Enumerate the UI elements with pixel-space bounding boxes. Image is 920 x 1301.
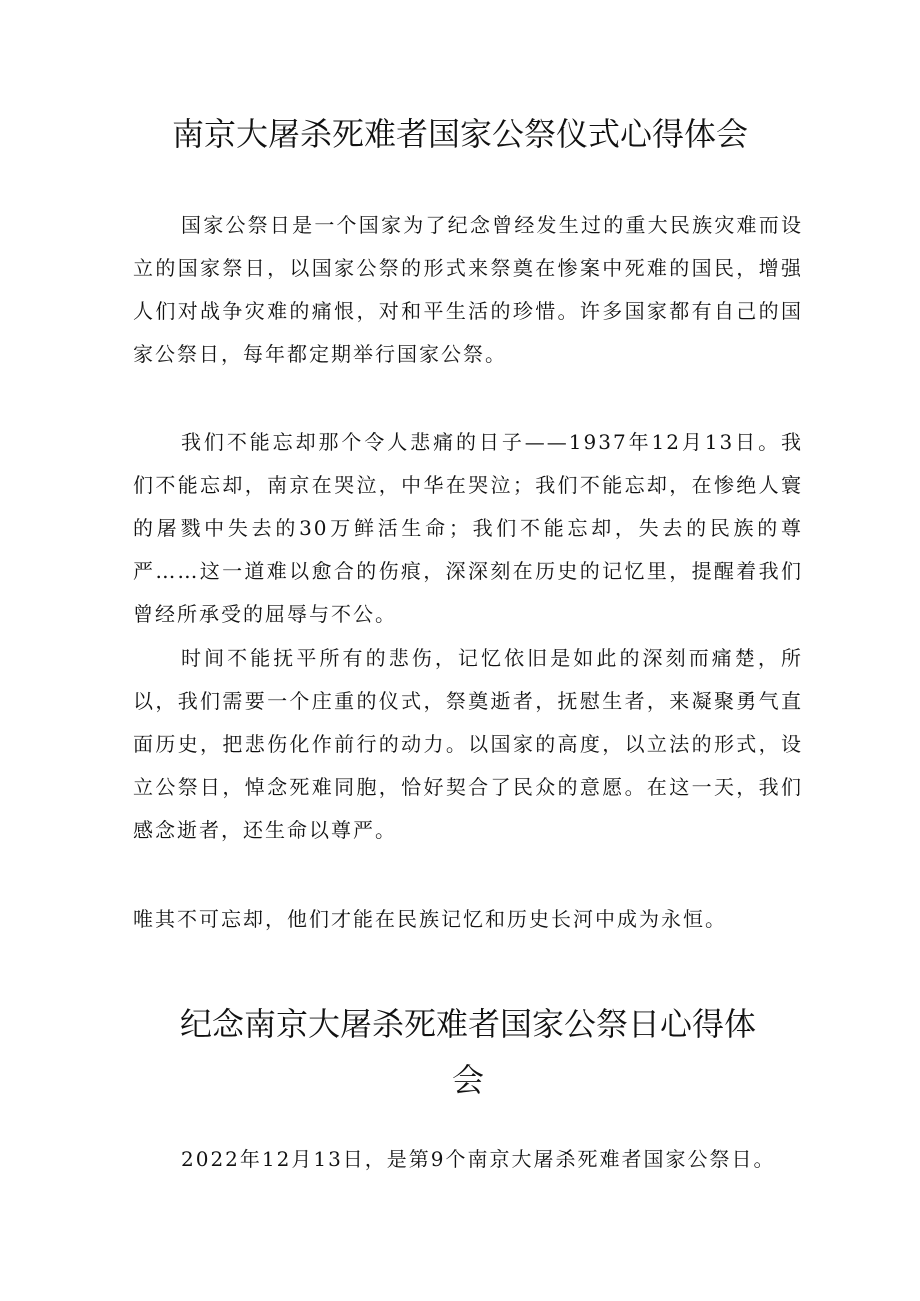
document-title: 南京大屠杀死难者国家公祭仪式心得体会 — [171, 115, 748, 153]
paragraph-eternal-memory: 唯其不可忘却，他们才能在民族记忆和历史长河中成为永恒。 — [133, 907, 727, 931]
paragraph-cannot-forget: 我们不能忘却那个令人悲痛的日子——1937年12月13日。我们不能忘却，南京在哭泣，中华在哭泣；我们不能忘却，在惨绝人寰的屠戮中失去的30万鲜活生命；我们不能忘却，失去的民族的尊严……这一道难以愈合的伤痕，深深刻在历史的记忆里，提醒着我们曾经所承受的屈辱与不公。 — [133, 430, 803, 626]
paragraph-ninth-memorial-day: 2022年12月13日，是第9个南京大屠杀死难者国家公祭日。 — [181, 1147, 776, 1171]
second-document-title: 纪念南京大屠杀死难者国家公祭日心得体会 — [179, 1005, 756, 1099]
paragraph-solemn-ceremony: 时间不能抚平所有的悲伤，记忆依旧是如此的深刻而痛楚，所以，我们需要一个庄重的仪式，祭奠逝者，抚慰生者，来凝聚勇气直面历史，把悲伤化作前行的动力。以国家的高度，以立法的形式，设立公祭日，悼念死难同胞，恰好契合了民众的意愿。在这一天，我们感念逝者，还生命以尊严。 — [133, 646, 803, 842]
paragraph-national-memorial-day: 国家公祭日是一个国家为了纪念曾经发生过的重大民族灾难而设立的国家祭日，以国家公祭的形式来祭奠在惨案中死难的国民，增强人们对战争灾难的痛恨，对和平生活的珍惜。许多国家都有自己的国家公祭日，每年都定期举行国家公祭。 — [133, 213, 803, 366]
